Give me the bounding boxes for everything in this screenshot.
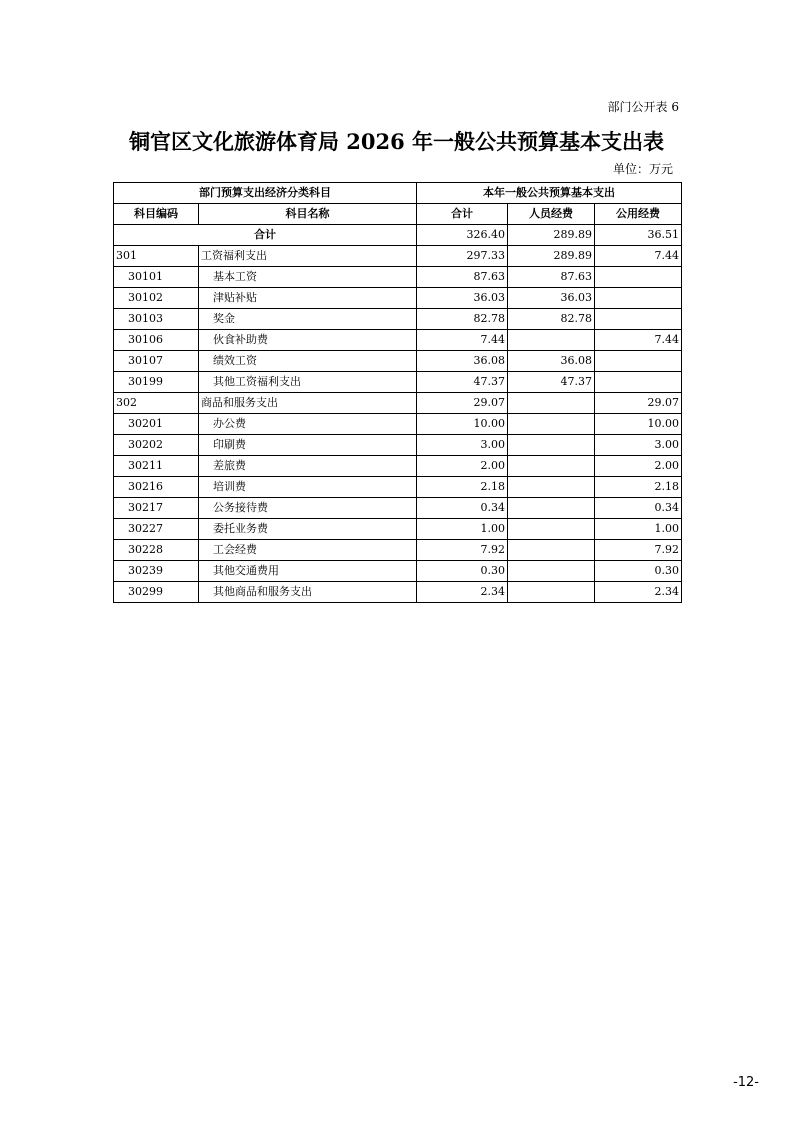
row-name: 工会经费 xyxy=(199,540,417,561)
row-total: 10.00 xyxy=(417,414,508,435)
row-public: 7.44 xyxy=(595,330,682,351)
row-name: 伙食补助费 xyxy=(199,330,417,351)
header-group-basic-expenditure: 本年一般公共预算基本支出 xyxy=(417,183,682,204)
row-personnel xyxy=(508,456,595,477)
row-personnel xyxy=(508,540,595,561)
row-personnel xyxy=(508,582,595,603)
table-row xyxy=(114,435,682,456)
row-personnel xyxy=(508,561,595,582)
table-row xyxy=(114,330,682,351)
row-code: 30102 xyxy=(114,288,199,309)
row-total: 2.00 xyxy=(417,456,508,477)
row-public: 2.18 xyxy=(595,477,682,498)
table-row xyxy=(114,414,682,435)
row-total: 0.34 xyxy=(417,498,508,519)
table-row xyxy=(114,519,682,540)
row-name: 基本工资 xyxy=(199,267,417,288)
row-name: 差旅费 xyxy=(199,456,417,477)
table-row xyxy=(114,267,682,288)
table-body xyxy=(114,225,682,603)
table-row xyxy=(114,372,682,393)
row-code: 302 xyxy=(114,393,199,414)
row-public: 2.34 xyxy=(595,582,682,603)
table-number-label: 部门公开表 6 xyxy=(607,100,679,114)
row-personnel xyxy=(508,414,595,435)
row-public xyxy=(595,351,682,372)
header-personnel: 人员经费 xyxy=(508,204,595,225)
table-row xyxy=(114,351,682,372)
row-total: 29.07 xyxy=(417,393,508,414)
table-row xyxy=(114,477,682,498)
row-name: 奖金 xyxy=(199,309,417,330)
row-name: 其他商品和服务支出 xyxy=(199,582,417,603)
row-personnel: 36.08 xyxy=(508,351,595,372)
header-group-row xyxy=(114,183,682,204)
row-public: 7.44 xyxy=(595,246,682,267)
row-public: 7.92 xyxy=(595,540,682,561)
row-total: 82.78 xyxy=(417,309,508,330)
row-total: 7.44 xyxy=(417,330,508,351)
row-name: 其他交通费用 xyxy=(199,561,417,582)
total-row-public: 36.51 xyxy=(595,225,682,246)
row-total: 7.92 xyxy=(417,540,508,561)
row-code: 30106 xyxy=(114,330,199,351)
row-total: 36.08 xyxy=(417,351,508,372)
row-public: 0.34 xyxy=(595,498,682,519)
row-code: 301 xyxy=(114,246,199,267)
row-personnel: 87.63 xyxy=(508,267,595,288)
row-code: 30228 xyxy=(114,540,199,561)
row-total: 87.63 xyxy=(417,267,508,288)
header-group-classification: 部门预算支出经济分类科目 xyxy=(114,183,417,204)
row-personnel: 47.37 xyxy=(508,372,595,393)
page-title: 铜官区文化旅游体育局 2026 年一般公共预算基本支出表 xyxy=(128,129,665,154)
row-personnel xyxy=(508,435,595,456)
row-code: 30202 xyxy=(114,435,199,456)
row-total: 1.00 xyxy=(417,519,508,540)
row-personnel: 82.78 xyxy=(508,309,595,330)
table-row xyxy=(114,561,682,582)
row-code: 30217 xyxy=(114,498,199,519)
row-total: 3.00 xyxy=(417,435,508,456)
total-row-label: 合计 xyxy=(114,225,417,246)
row-code: 30299 xyxy=(114,582,199,603)
page-number: -12- xyxy=(733,1075,759,1090)
row-personnel: 289.89 xyxy=(508,246,595,267)
row-name: 培训费 xyxy=(199,477,417,498)
row-code: 30239 xyxy=(114,561,199,582)
row-code: 30101 xyxy=(114,267,199,288)
unit-label: 单位：万元 xyxy=(612,162,673,176)
row-name: 办公费 xyxy=(199,414,417,435)
total-row xyxy=(114,225,682,246)
table-row xyxy=(114,309,682,330)
row-personnel xyxy=(508,519,595,540)
row-name: 委托业务费 xyxy=(199,519,417,540)
row-public xyxy=(595,309,682,330)
row-code: 30216 xyxy=(114,477,199,498)
table-row xyxy=(114,393,682,414)
total-row-total: 326.40 xyxy=(417,225,508,246)
row-public: 3.00 xyxy=(595,435,682,456)
row-name: 商品和服务支出 xyxy=(199,393,417,414)
row-code: 30103 xyxy=(114,309,199,330)
row-code: 30199 xyxy=(114,372,199,393)
table-row xyxy=(114,498,682,519)
row-total: 47.37 xyxy=(417,372,508,393)
row-total: 0.30 xyxy=(417,561,508,582)
row-public xyxy=(595,267,682,288)
table-row xyxy=(114,540,682,561)
table-row xyxy=(114,288,682,309)
row-public: 0.30 xyxy=(595,561,682,582)
row-public: 29.07 xyxy=(595,393,682,414)
row-personnel xyxy=(508,393,595,414)
header-code: 科目编码 xyxy=(114,204,199,225)
header-total: 合计 xyxy=(417,204,508,225)
header-name: 科目名称 xyxy=(199,204,417,225)
row-name: 津贴补贴 xyxy=(199,288,417,309)
row-public: 2.00 xyxy=(595,456,682,477)
table-row xyxy=(114,582,682,603)
row-total: 297.33 xyxy=(417,246,508,267)
budget-table xyxy=(113,182,682,603)
table-row xyxy=(114,246,682,267)
row-personnel: 36.03 xyxy=(508,288,595,309)
header-column-row xyxy=(114,204,682,225)
total-row-personnel: 289.89 xyxy=(508,225,595,246)
table-row xyxy=(114,456,682,477)
row-code: 30201 xyxy=(114,414,199,435)
row-name: 公务接待费 xyxy=(199,498,417,519)
row-total: 36.03 xyxy=(417,288,508,309)
row-code: 30227 xyxy=(114,519,199,540)
row-name: 其他工资福利支出 xyxy=(199,372,417,393)
header-public: 公用经费 xyxy=(595,204,682,225)
row-name: 工资福利支出 xyxy=(199,246,417,267)
row-code: 30211 xyxy=(114,456,199,477)
row-personnel xyxy=(508,330,595,351)
row-personnel xyxy=(508,498,595,519)
row-name: 印刷费 xyxy=(199,435,417,456)
row-public: 10.00 xyxy=(595,414,682,435)
row-name: 绩效工资 xyxy=(199,351,417,372)
row-personnel xyxy=(508,477,595,498)
row-public xyxy=(595,372,682,393)
row-public xyxy=(595,288,682,309)
row-code: 30107 xyxy=(114,351,199,372)
row-total: 2.34 xyxy=(417,582,508,603)
row-total: 2.18 xyxy=(417,477,508,498)
row-public: 1.00 xyxy=(595,519,682,540)
